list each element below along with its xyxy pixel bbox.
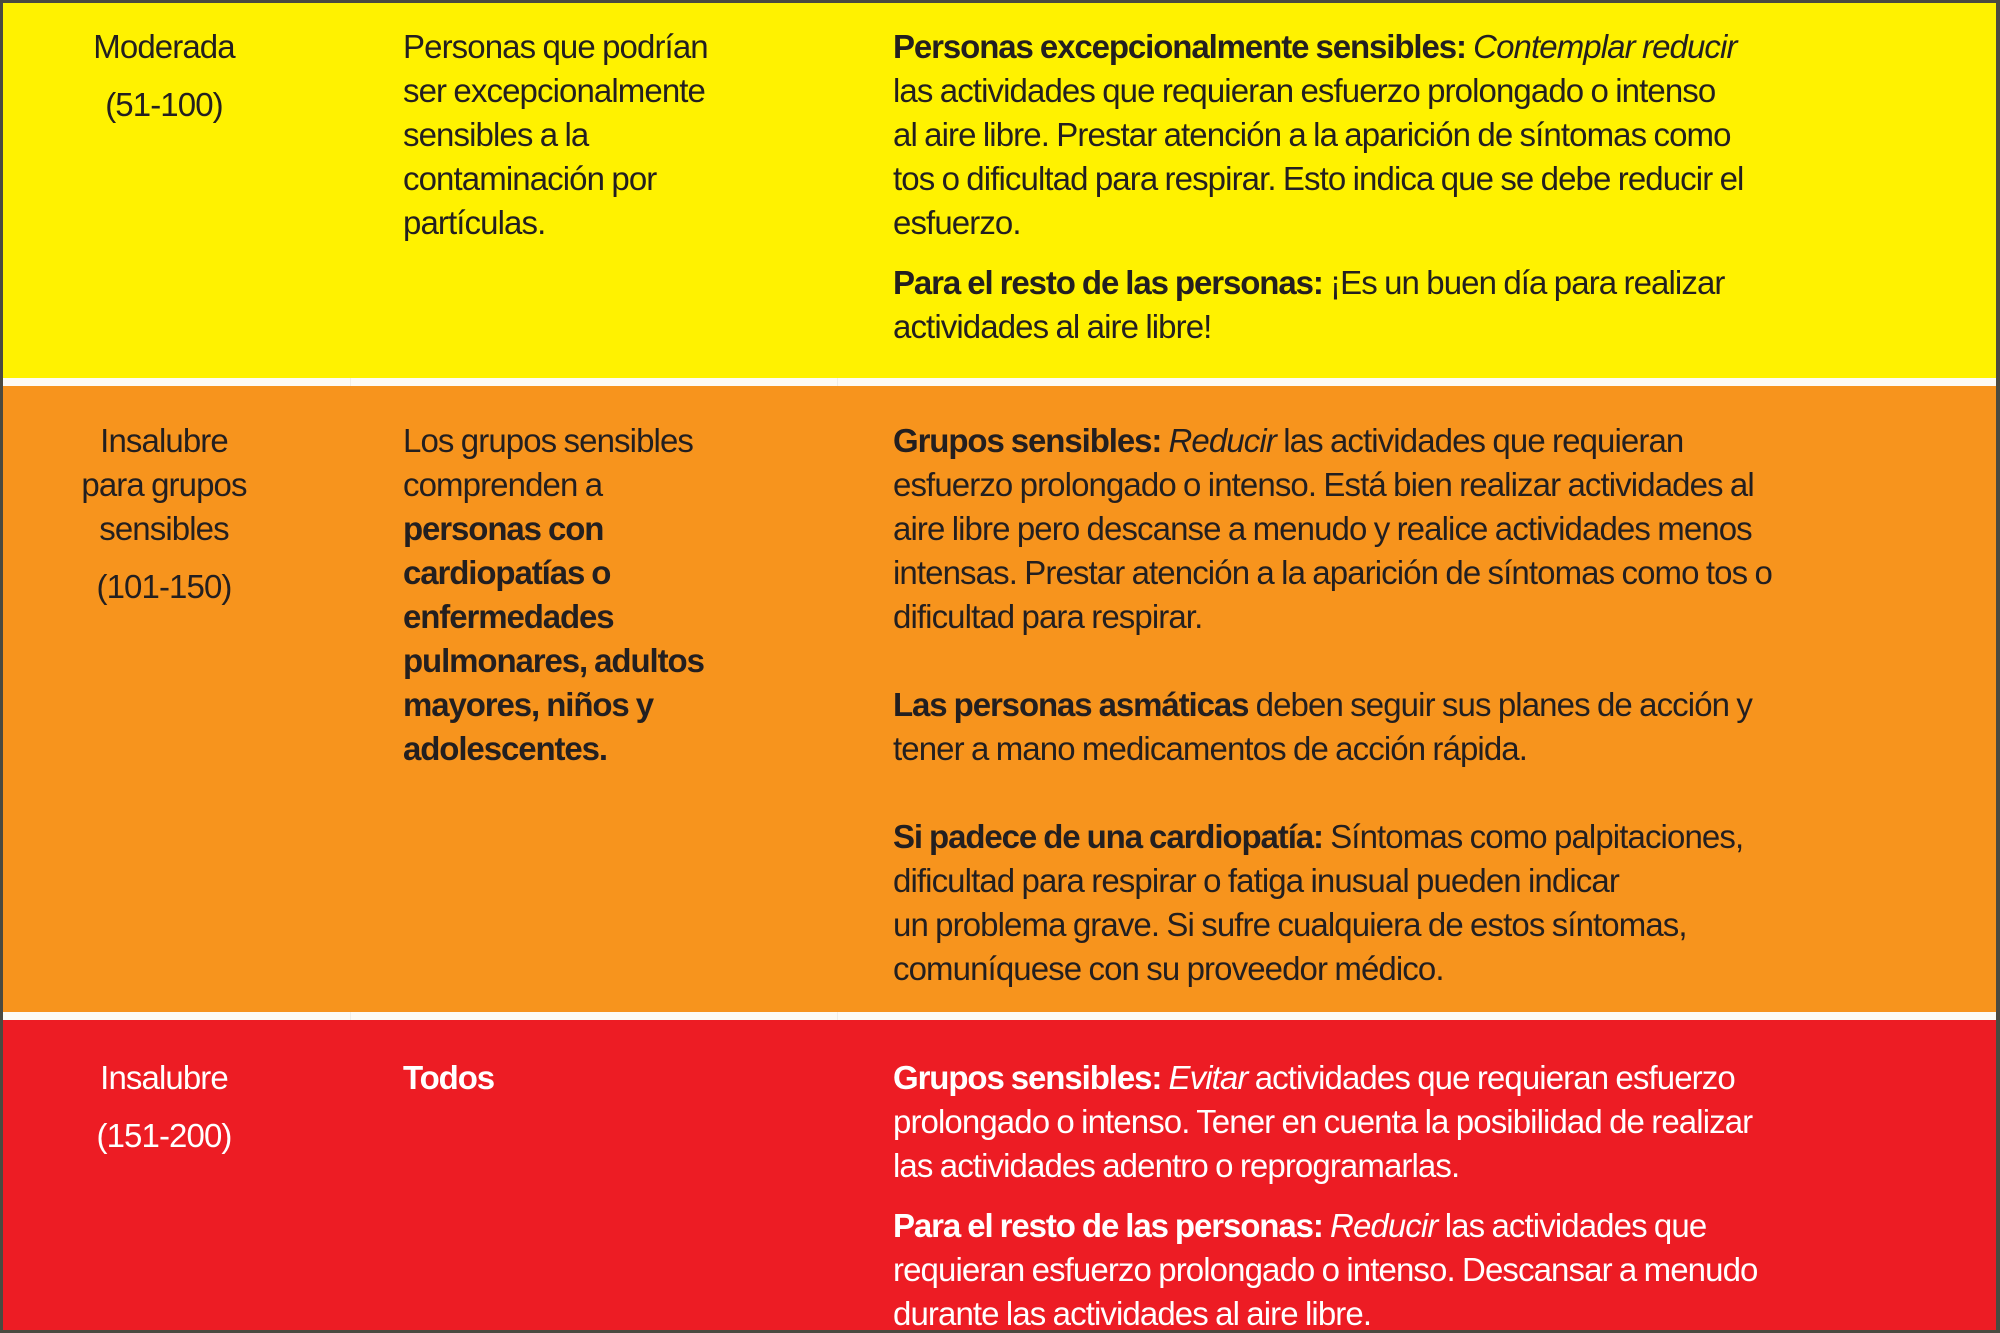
category-label: Moderada [93, 28, 235, 65]
category-cell [43, 1056, 285, 1158]
affected-groups-cell [403, 419, 843, 771]
advice-heading: Las personas asmáticas [893, 686, 1249, 723]
text-line: dificultad para respirar o fatiga inusual pueden indicar [893, 862, 1619, 899]
text-line: esfuerzo. [893, 204, 1021, 241]
text-line: Personas que podrían [403, 28, 708, 65]
text-line: comprenden a [403, 466, 603, 503]
advice-paragraph [893, 25, 1993, 245]
advice-emphasis: Reducir [1168, 422, 1276, 459]
category-label: sensibles [99, 510, 229, 547]
advice-paragraph [893, 683, 1993, 771]
text-line: requieran esfuerzo prolongado o intenso. Descansar a menudo [893, 1251, 1758, 1288]
category-label: Insalubre [100, 422, 228, 459]
aqi-range: (151-200) [96, 1117, 232, 1154]
text-line: tener a mano medicamentos de acción rápida. [893, 730, 1528, 767]
text-line-bold: Todos [403, 1059, 495, 1096]
text-line-bold: personas con [403, 510, 604, 547]
advice-heading: Grupos sensibles: [893, 422, 1162, 459]
category-cell [43, 25, 285, 127]
category-label: para grupos [81, 466, 247, 503]
advice-paragraph [893, 815, 1993, 991]
advice-text: ¡Es un buen día para realizar [1330, 264, 1725, 301]
advice-paragraph [893, 419, 1993, 639]
text-line: esfuerzo prolongado o intenso. Está bien realizar actividades al [893, 466, 1754, 503]
affected-groups-cell [403, 1056, 843, 1100]
advice-text: Síntomas como palpitaciones, [1330, 818, 1744, 855]
advice-heading: Para el resto de las personas: [893, 264, 1323, 301]
row-unhealthy [3, 1020, 1996, 1330]
advice-paragraph [893, 261, 1993, 349]
aqi-guidance-table [3, 3, 1996, 1330]
affected-groups-cell [403, 25, 843, 245]
text-line: prolongado o intenso. Tener en cuenta la posibilidad de realizar [893, 1103, 1753, 1140]
advice-text: las actividades que requieran [1283, 422, 1684, 459]
text-line: las actividades adentro o reprogramarlas. [893, 1147, 1460, 1184]
advice-emphasis: Contemplar reducir [1473, 28, 1737, 65]
text-line: Los grupos sensibles [403, 422, 694, 459]
text-line: partículas. [403, 204, 546, 241]
text-line: aire libre pero descanse a menudo y realice actividades menos [893, 510, 1752, 547]
text-line-bold: cardiopatías o [403, 554, 611, 591]
advice-text: deben seguir sus planes de acción y [1255, 686, 1752, 723]
aqi-range: (51-100) [105, 86, 223, 123]
text-line: actividades al aire libre! [893, 308, 1212, 345]
advice-cell [893, 1056, 1993, 1330]
text-line: ser excepcionalmente [403, 72, 706, 109]
advice-text: actividades que requieran esfuerzo [1254, 1059, 1735, 1096]
advice-heading: Si padece de una cardiopatía: [893, 818, 1323, 855]
advice-text: las actividades que [1444, 1207, 1707, 1244]
text-line-bold: adolescentes. [403, 730, 607, 767]
text-line: las actividades que requieran esfuerzo prolongado o intenso [893, 72, 1716, 109]
advice-emphasis: Evitar [1168, 1059, 1248, 1096]
aqi-range: (101-150) [96, 568, 232, 605]
text-line-bold: mayores, niños y [403, 686, 654, 723]
text-line-bold: enfermedades [403, 598, 614, 635]
text-line: contaminación por [403, 160, 657, 197]
text-line: tos o dificultad para respirar. Esto indica que se debe reducir el [893, 160, 1744, 197]
row-divider [3, 378, 1996, 386]
advice-paragraph [893, 1056, 1993, 1188]
row-unhealthy-sensitive [3, 386, 1996, 1012]
text-line: dificultad para respirar. [893, 598, 1203, 635]
advice-emphasis: Reducir [1330, 1207, 1438, 1244]
text-line: un problema grave. Si sufre cualquiera de estos síntomas, [893, 906, 1687, 943]
row-divider [3, 1012, 1996, 1020]
text-line: durante las actividades al aire libre. [893, 1295, 1372, 1330]
advice-heading: Grupos sensibles: [893, 1059, 1162, 1096]
text-line-bold: pulmonares, adultos [403, 642, 704, 679]
text-line: comuníquese con su proveedor médico. [893, 950, 1444, 987]
advice-heading: Para el resto de las personas: [893, 1207, 1323, 1244]
advice-cell [893, 419, 1993, 991]
category-label: Insalubre [100, 1059, 228, 1096]
text-line: al aire libre. Prestar atención a la aparición de síntomas como [893, 116, 1731, 153]
row-moderate [3, 3, 1996, 378]
text-line: intensas. Prestar atención a la aparición de síntomas como tos o [893, 554, 1772, 591]
advice-heading: Personas excepcionalmente sensibles: [893, 28, 1466, 65]
category-cell [43, 419, 285, 609]
text-line: sensibles a la [403, 116, 589, 153]
advice-paragraph [893, 1204, 1993, 1330]
advice-cell [893, 25, 1993, 349]
